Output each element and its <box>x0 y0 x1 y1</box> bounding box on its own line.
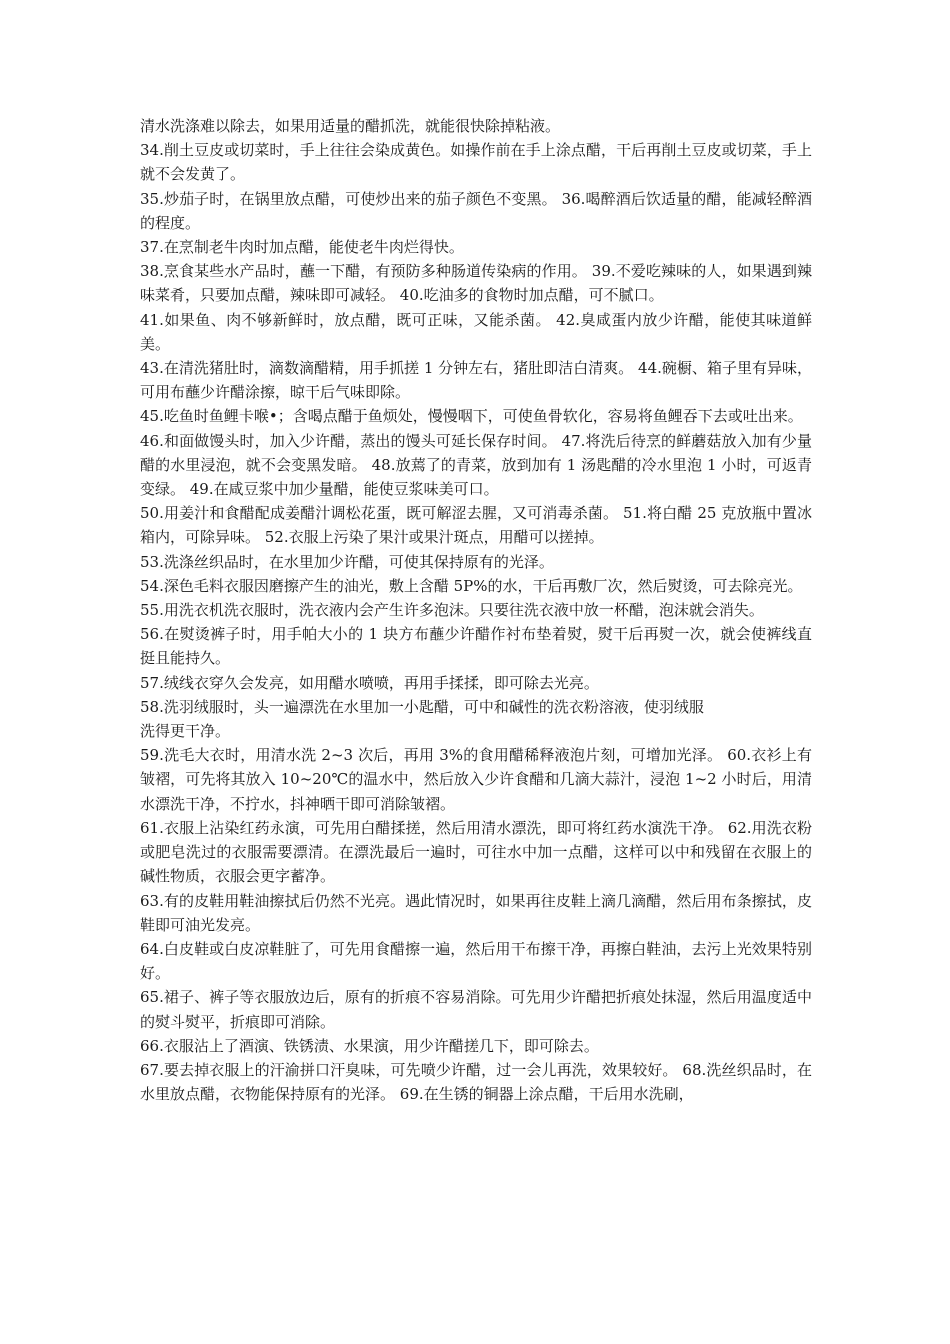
paragraph-tip-43-44: 43.在清洗猪肚时，滴数滴醋精，用手抓搓 1 分钟左右，猪肚即洁白清爽。 44.碗橱、箱子里有异味，可用布蘸少许醋涂擦，晾干后气味即除。 <box>140 359 812 402</box>
paragraph-tip-58: 58.洗羽绒服时，头一遍漂洗在水里加一小匙醋，可中和碱性的洗衣粉溶液，使羽绒服 洗得更干净。 <box>140 697 704 741</box>
paragraph-tip-45: 45.吃鱼时鱼鲤卡喉•；含喝点醋于鱼烦处，慢慢咽下，可使鱼骨软化，容易将鱼鲤吞下去或吐出来。 <box>140 407 803 426</box>
paragraph-tip-59-60: 59.洗毛大衣时，用清水洗 2~3 次后，再用 3%的食用醋稀释液泡片刻，可增加光泽。 60.衣衫上有皱褶，可先将其放入 10~20℃的温水中，然后放入少许食醋和几滴大蒜汁，浸泡 1~2 小时后，用清水漂洗干净，不拧水，抖神晒干即可消除皱褶。 <box>140 746 812 813</box>
paragraph-tip-64: 64.白皮鞋或白皮凉鞋脏了，可先用食醋擦一遍，然后用干布擦干净，再擦白鞋油，去污上光效果特别好。 <box>140 939 812 983</box>
paragraph-tip-38-40: 38.烹食某些水产品时，蘸一下醋，有预防多种肠道传染病的作用。 39.不爱吃辣味的人，如果遇到辣味菜肴，只要加点醋，辣味即可减轻。 40.吃油多的食物时加点醋，可不腻口。 <box>140 262 812 305</box>
paragraph-tip-53: 53.洗涤丝织品时，在水里加少许醋，可使其保持原有的光泽。 <box>140 552 554 571</box>
paragraph-tip-63: 63.有的皮鞋用鞋油擦拭后仍然不光亮。遇此情况时，如果再往皮鞋上滴几滴醋，然后用布条擦拭，皮鞋即可油光发亮。 <box>140 891 812 934</box>
paragraph-tip-55: 55.用洗衣机洗衣服时，洗衣液内会产生许多泡沫。只要往洗衣液中放一杯醋，泡沫就会消失。 <box>140 601 764 620</box>
paragraph-tip-66: 66.衣服沾上了酒演、铁锈渍、水果演，用少许醋搓几下，即可除去。 <box>140 1036 599 1055</box>
paragraph-tip-54: 54.深色毛料衣服因磨擦产生的油光，敷上含醋 5P%的水，干后再敷厂次，然后熨烫，可去除亮光。 <box>140 576 803 595</box>
document-body <box>140 114 812 1106</box>
paragraph-tip-56: 56.在熨烫裤子时，用手帕大小的 1 块方布蘸少许醋作衬布垫着熨，熨干后再熨一次，就会使裤线直挺且能持久。 <box>140 625 812 668</box>
paragraph-tip-35-36: 35.炒茄子时，在锅里放点醋，可使炒出来的茄子颜色不变黑。 36.喝醉酒后饮适量的醋，能减轻醉酒的程度。 <box>140 189 812 232</box>
paragraph-continued-33: 清水洗涤难以除去，如果用适量的醋抓洗，就能很快除掉粘液。 <box>140 117 561 135</box>
paragraph-tip-57: 57.绒线衣穿久会发亮，如用醋水喷喷，再用手揉揉，即可除去光亮。 <box>140 673 599 692</box>
paragraph-tip-34: 34.削土豆皮或切菜时，手上往往会染成黄色。如操作前在手上涂点醋，干后再削土豆皮或切菜，手上就不会发黄了。 <box>140 141 812 184</box>
paragraph-tip-41-42: 41.如果鱼、肉不够新鲜时，放点醋，既可正味，又能杀菌。 42.臭咸蛋内放少许醋，能使其味道鲜美。 <box>140 310 812 353</box>
paragraph-tip-46-49: 46.和面做馒头时，加入少许醋，蒸出的馒头可延长保存时间。 47.将洗后待烹的鲜蘑菇放入加有少量醋的水里浸泡，就不会变黑发暗。 48.放蔫了的青菜，放到加有 1 汤匙醋的冷水里泡 1 小时，可返青变绿。 49.在咸豆浆中加少量醋，能使豆浆味美可口。 <box>140 431 812 499</box>
paragraph-tip-67-69: 67.要去掉衣服上的汗渝拼口汗臭味，可先喷少许醋，过一会儿再洗，效果较好。 68.洗丝织品时，在水里放点醋，衣物能保持原有的光泽。 69.在生锈的铜器上涂点醋，干后用水洗刷， <box>140 1060 812 1104</box>
paragraph-tip-61-62: 61.衣服上沾染红药永演，可先用白醋揉搓，然后用清水漂洗，即可将红药水演洗干净。 62.用洗衣粉或肥皂洗过的衣服需要漂清。在漂洗最后一遍时，可往水中加一点醋，这样可以中和残留在衣服上的碱性物质，衣服会更字蓄净。 <box>140 818 812 886</box>
paragraph-tip-37: 37.在烹制老牛肉时加点醋，能使老牛肉烂得快。 <box>140 238 464 257</box>
paragraph-tip-65: 65.裙子、裤子等衣服放边后，原有的折痕不容易消除。可先用少许醋把折痕处抹湿，然后用温度适中的熨斗熨平，折痕即可消除。 <box>140 988 812 1031</box>
paragraph-tip-50-52: 50.用姜汁和食醋配成姜醋汁调松花蛋，既可解涩去腥，又可消毒杀菌。 51.将白醋 25 克放瓶中置冰箱内，可除异味。 52.衣服上污染了果汁或果汁斑点，用醋可以搓掉。 <box>140 504 812 547</box>
